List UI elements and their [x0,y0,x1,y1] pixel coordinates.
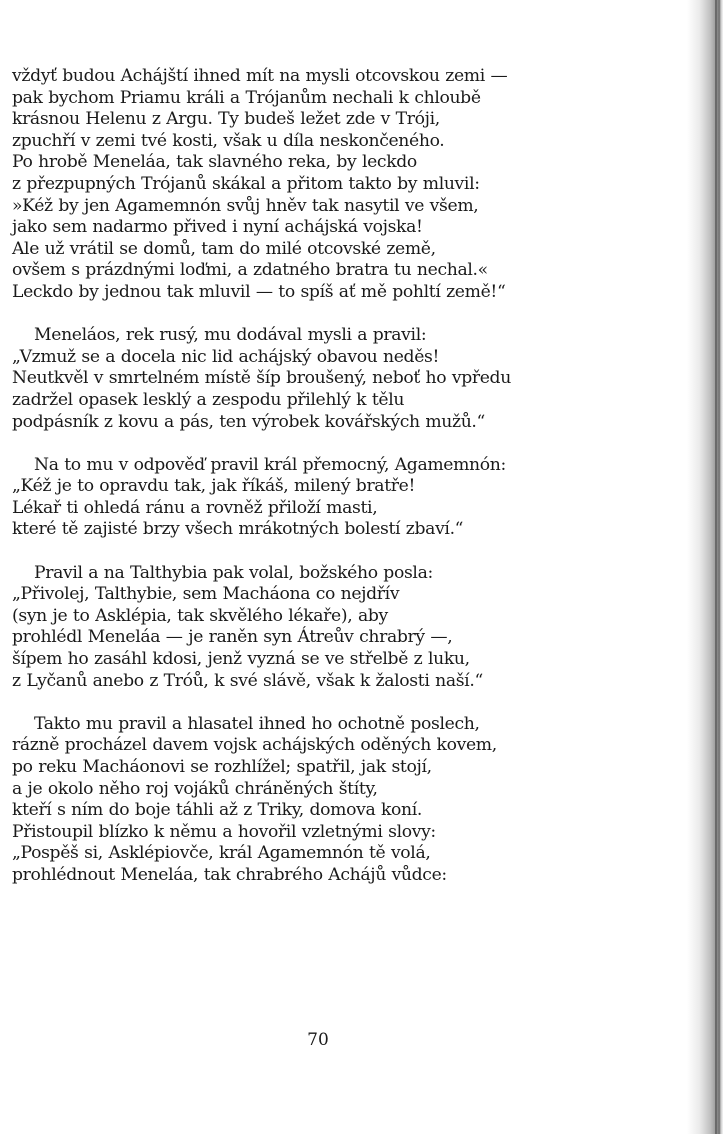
book-gutter-shadow [687,0,723,1134]
page-number: 70 [307,1030,329,1050]
verse-line: zpuchří v zemi tvé kosti, však u díla neskončeného. [12,130,445,151]
verse-line: (syn je to Asklépia, tak skvělého lékaře), aby [12,605,388,626]
verse-line: „Kéž je to opravdu tak, jak říkáš, milený bratře! [12,476,416,497]
verse-line: které tě zajisté brzy všech mrákotných bolestí zbaví.“ [12,519,464,540]
verse-line: ovšem s prázdnými loďmi, a zdatného bratra tu nechal.« [12,260,488,281]
verse-line: prohlédl Meneláa — je raněn syn Átreův chrabrý —, [12,627,453,648]
verse-line: pak bychom Priamu králi a Trójanům nechali k chloubě [12,87,481,108]
stanza [12,66,652,304]
verse-line: podpásník z kovu a pás, ten výrobek kovářských mužů.“ [12,411,485,432]
verse-line: Neutkvěl v smrtelném místě šíp broušený, neboť ho vpředu [12,368,511,389]
stanza [12,455,652,541]
verse-line: z Lyčanů anebo z Tróů, k své slávě, však k žalosti naší.“ [12,670,483,691]
verse-line: „Vzmuž se a docela nic lid achájský obavou neděs! [12,346,440,367]
verse-line: a je okolo něho roj vojáků chráněných štíty, [12,778,378,799]
verse-line: Po hrobě Meneláa, tak slavného reka, by leckdo [12,152,417,173]
verse-line: zadržel opasek lesklý a zespodu přilehlý k tělu [12,389,405,410]
verse-line: prohlédnout Meneláa, tak chrabrého Achájů vůdce: [12,864,447,885]
verse-line: po reku Macháonovi se rozhlížel; spatřil, jak stojí, [12,757,432,777]
verse-line: „Pospěš si, Asklépiovče, král Agamemnón tě volá, [12,843,431,864]
verse-line: vždyť budou Achájští ihned mít na mysli otcovskou zemi — [12,66,508,86]
verse-line: rázně procházel davem vojsk achájských oděných kovem, [12,735,497,756]
verse-line: Leckdo by jednou tak mluvil — to spíš ať mě pohltí země!“ [12,281,506,302]
verse-line: »Kéž by jen Agamemnón svůj hněv tak nasytil ve všem, [12,195,479,216]
verse-line: Přistoupil blízko k němu a hovořil vzletnými slovy: [12,821,436,842]
verse-line: kteří s ním do boje táhli až z Triky, domova koní. [12,800,423,821]
book-page-edge [715,0,717,1134]
verse-line: Meneláos, rek rusý, mu dodával mysli a pravil: [34,325,427,346]
verse-line: Ale už vrátil se domů, tam do milé otcovské země, [12,238,436,259]
verse-line: krásnou Helenu z Argu. Ty budeš ležet zde v Tróji, [12,109,440,130]
stanza [12,714,652,887]
verse-line: šípem ho zasáhl kdosi, jenž vyzná se ve střelbě z luku, [12,649,470,670]
stanza [12,563,652,693]
verse-line: Lékař ti ohledá ránu a rovněž přiloží masti, [12,497,378,518]
verse-line: Takto mu pravil a hlasatel ihned ho ochotně poslech, [34,713,480,734]
verse-line: Na to mu v odpověď pravil král přemocný, Agamemnón: [34,454,506,475]
verse-line: Pravil a na Talthybia pak volal, božského posla: [34,562,433,583]
verse-line: jako sem nadarmo přived i nyní achájská vojska! [12,217,423,238]
verse-line: z přezpupných Trójanů skákal a přitom takto by mluvil: [12,173,480,194]
stanza [12,325,652,433]
verse-line: „Přivolej, Talthybie, sem Macháona co nejdřív [12,584,400,605]
poem-text [12,66,652,908]
